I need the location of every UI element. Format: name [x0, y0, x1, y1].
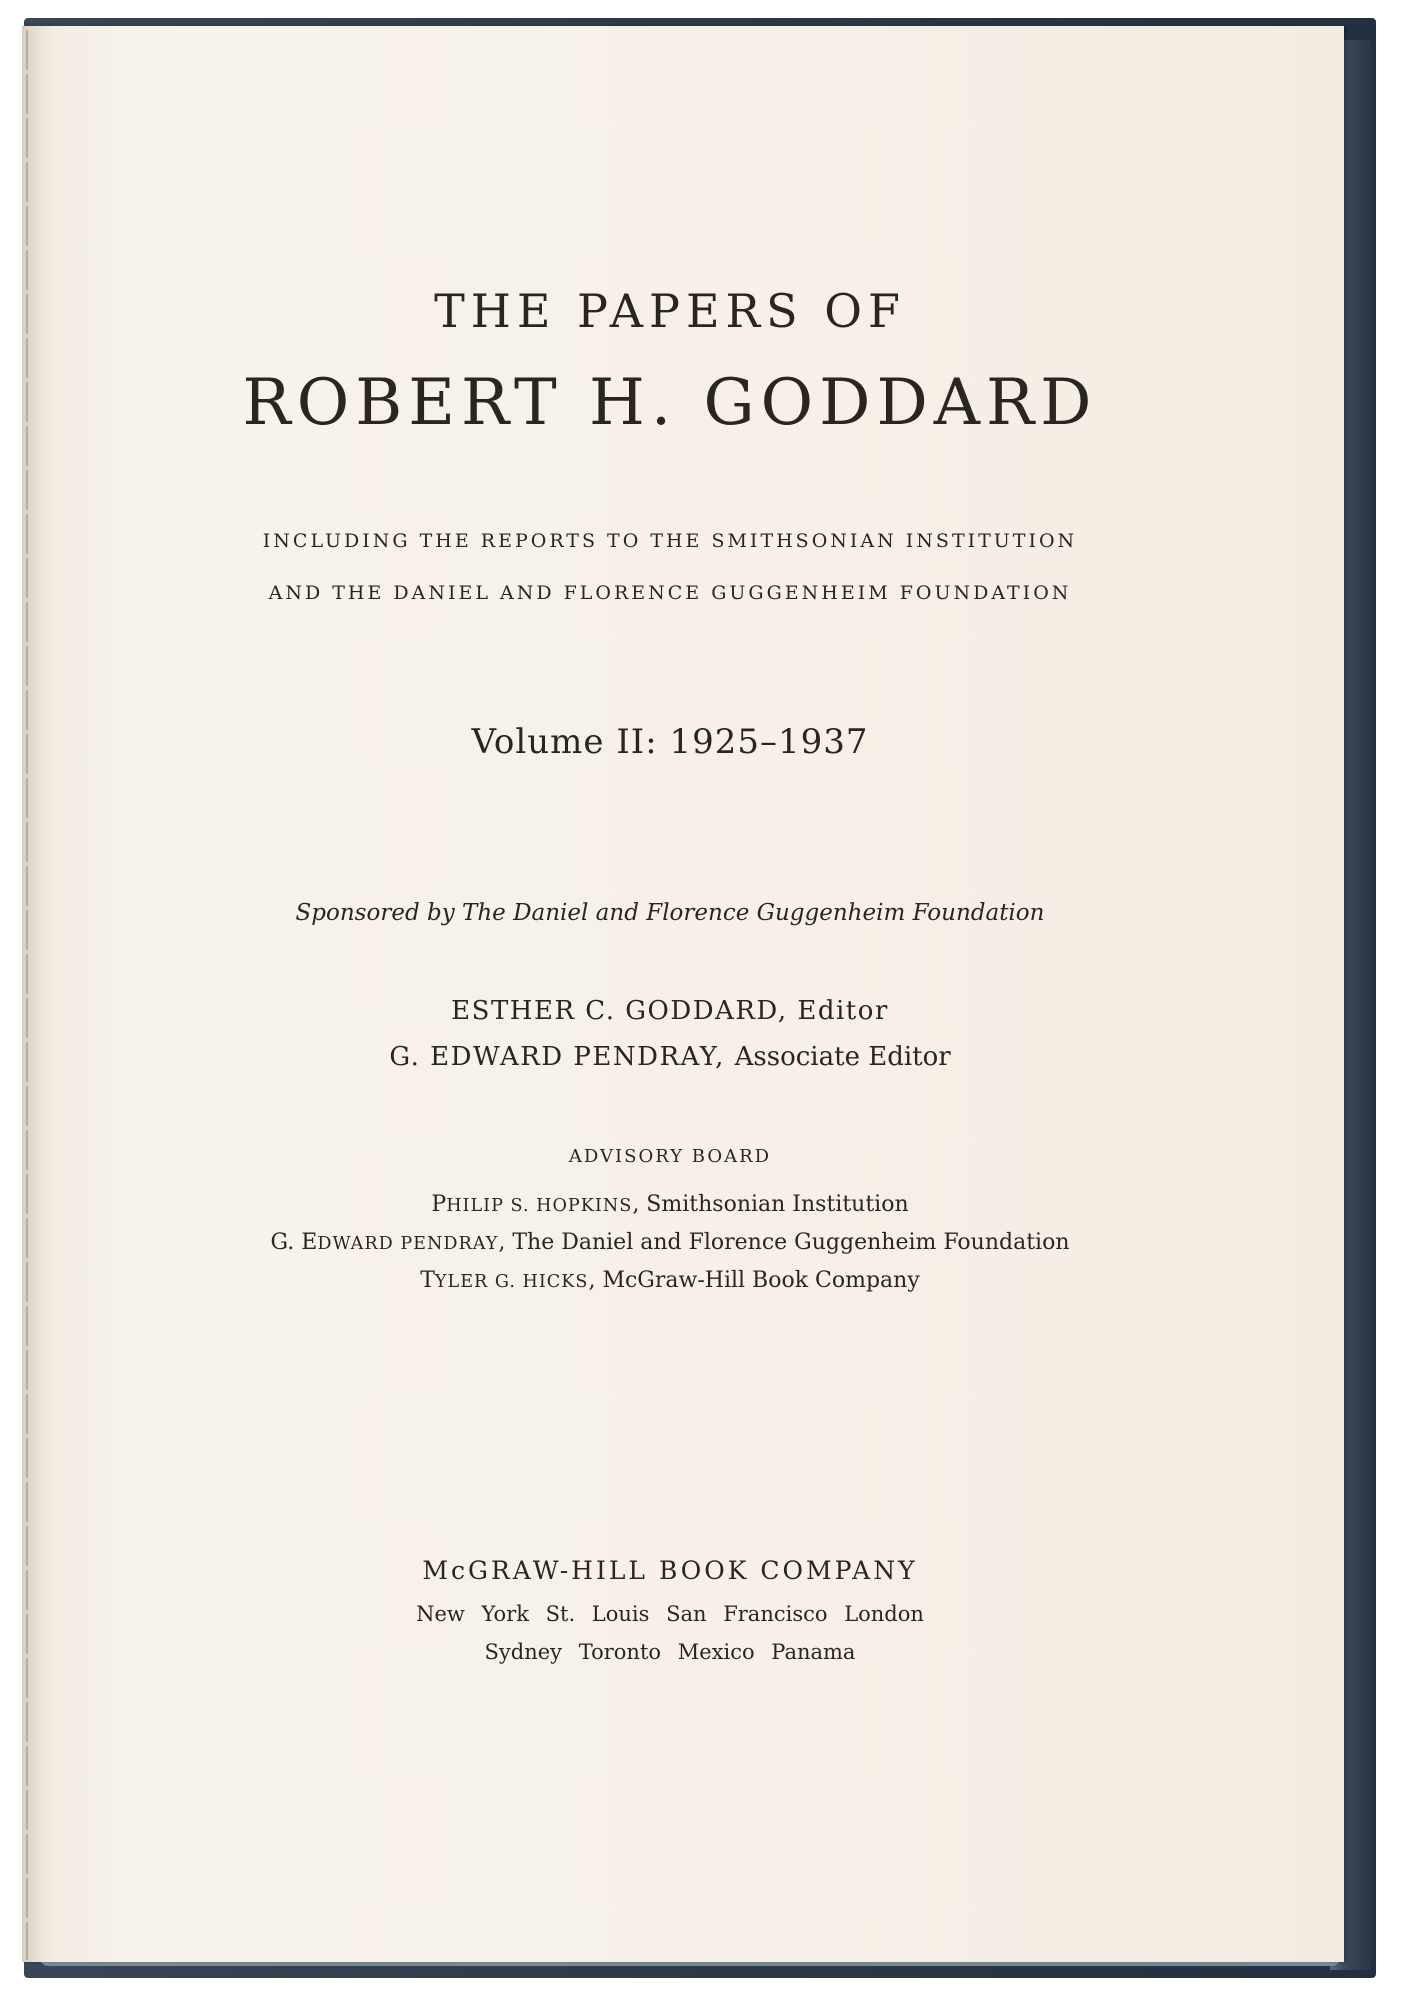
member-name-part: HILIP S. H: [446, 1196, 553, 1216]
member-affiliation: , McGraw-Hill Book Company: [588, 1268, 920, 1293]
title-line-2: ROBERT H. GODDARD: [242, 366, 1098, 440]
advisory-member-1: [170, 1192, 1170, 1217]
member-name-part: T: [420, 1268, 435, 1293]
volume-label: Volume II: 1925–1937: [471, 722, 869, 762]
associate-editor-name: G. EDWARD PENDRAY,: [389, 1042, 725, 1072]
publisher-cities-line-1: New York St. Louis San Francisco London: [416, 1602, 924, 1626]
member-name-part: YLER G. H: [434, 1272, 539, 1292]
associate-editor-role: Associate Editor: [734, 1042, 951, 1072]
member-name-part: OPKINS: [552, 1196, 633, 1216]
member-affiliation: , The Daniel and Florence Guggenheim Foundation: [498, 1230, 1070, 1255]
member-affiliation: , Smithsonian Institution: [632, 1192, 909, 1217]
editor-line: ESTHER C. GODDARD, Editor: [451, 996, 889, 1026]
member-name-part: DWARD P: [317, 1234, 414, 1254]
member-name-part: P: [431, 1192, 447, 1217]
title-line-1: THE PAPERS OF: [434, 284, 906, 338]
publisher-name: McGRAW-HILL BOOK COMPANY: [422, 1556, 918, 1585]
advisory-member-2: [170, 1230, 1170, 1255]
advisory-member-3: [170, 1268, 1170, 1293]
advisory-board-heading: ADVISORY BOARD: [568, 1146, 772, 1167]
sponsor-line: Sponsored by The Daniel and Florence Guggenheim Foundation: [295, 900, 1045, 926]
subtitle-line-1: INCLUDING THE REPORTS TO THE SMITHSONIAN INSTITUTION: [262, 530, 1078, 552]
publisher-cities-line-2: Sydney Toronto Mexico Panama: [484, 1640, 856, 1664]
associate-editor-line: [170, 1042, 1170, 1072]
member-name-part: ENDRAY: [413, 1234, 499, 1254]
member-name-part: ICKS: [538, 1272, 589, 1292]
subtitle-line-2: AND THE DANIEL AND FLORENCE GUGGENHEIM FOUNDATION: [268, 582, 1072, 604]
member-name-part: G. E: [270, 1230, 318, 1255]
